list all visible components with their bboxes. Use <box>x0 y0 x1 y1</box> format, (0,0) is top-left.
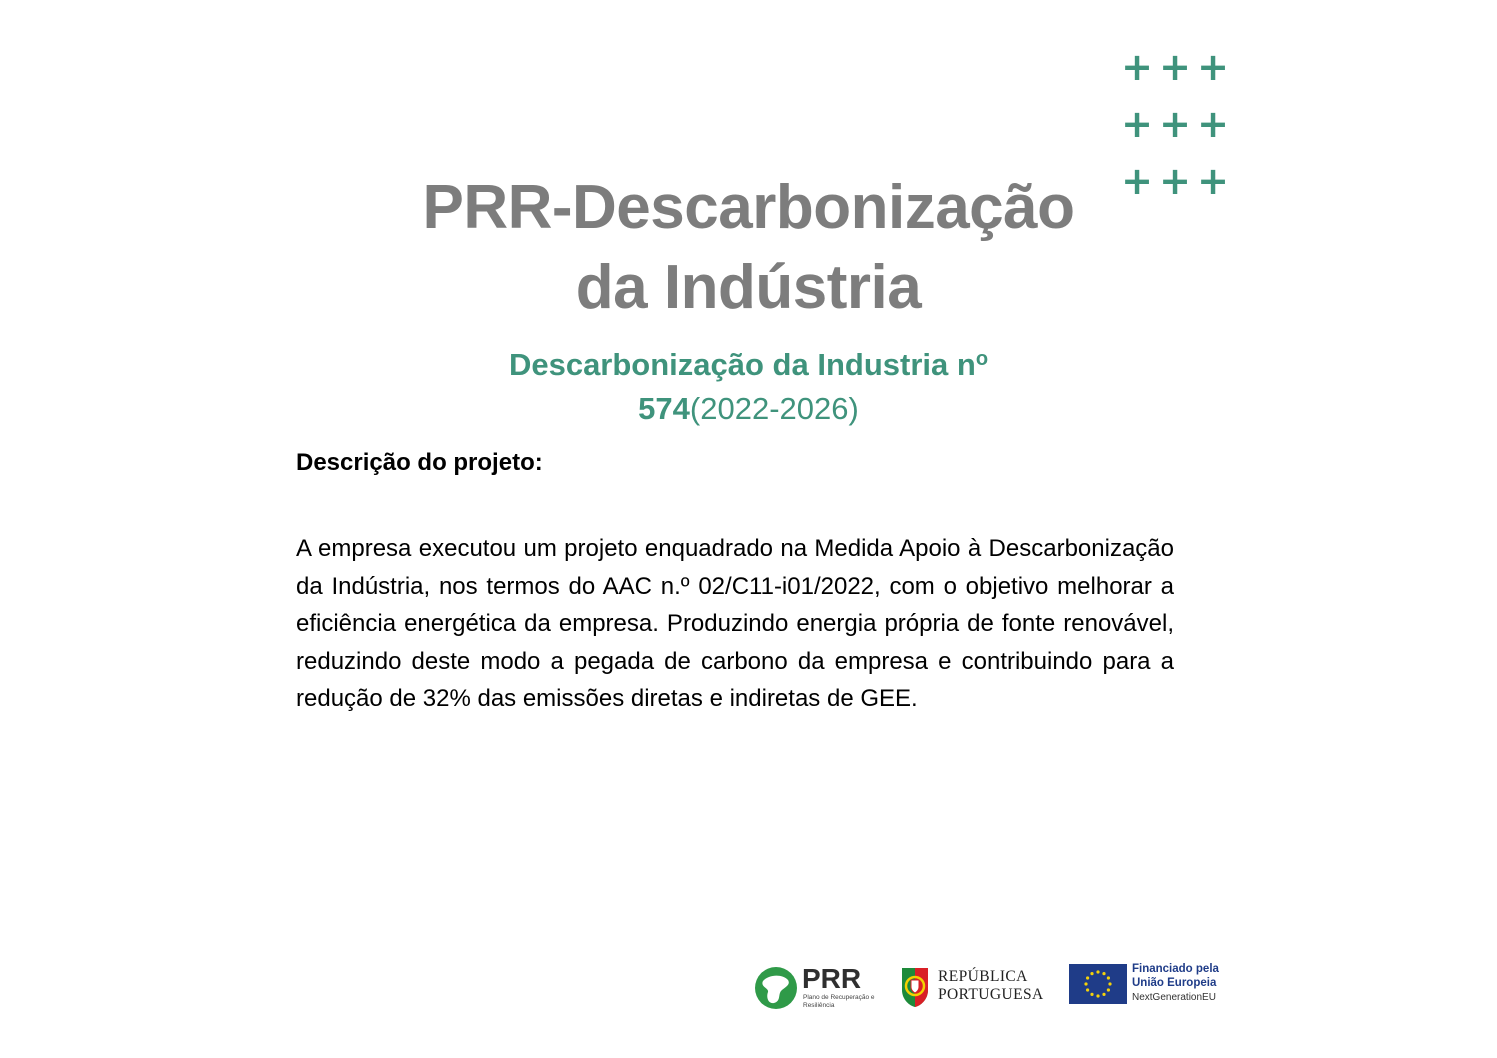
ordinal-superscript: o <box>975 348 989 370</box>
next-generation-eu-text: NextGenerationEU <box>1132 992 1216 1003</box>
plus-icon: + <box>1159 102 1191 146</box>
plus-icon: + <box>1159 159 1191 203</box>
prr-logo-icon <box>754 966 798 1010</box>
eu-funding-logo <box>1069 962 1234 1014</box>
eu-flag-icon <box>1069 964 1127 1004</box>
footer-logos <box>752 962 1232 1014</box>
republica-portuguesa-logo <box>900 962 1050 1014</box>
eu-funding-text: Financiado pela União Europeia <box>1132 963 1219 989</box>
project-subtitle <box>0 343 1497 431</box>
subtitle-line-1: Descarbonização da Industria $n^o$ <box>508 347 989 382</box>
plus-icon: + <box>1121 45 1153 89</box>
prr-logo-name: PRR <box>802 963 862 994</box>
plus-icon: + <box>1121 159 1153 203</box>
republica-text: REPÚBLICA PORTUGUESA <box>938 968 1044 1003</box>
portugal-emblem-icon <box>900 966 930 1008</box>
project-description: A empresa executou um projeto enquadrado na Medida Apoio à Descarbonização da Indústria, nos termos do AAC n.º 02/C11-i01/2022, com o objetivo melhorar a eficiência energética da empresa. Produzindo energia própria de fonte renovável, reduzindo deste modo a pegada de carbono da empresa e contribuindo para a redução de 32% das emissões diretas e indiretas de GEE. <box>296 535 1174 713</box>
prr-logo <box>752 962 887 1014</box>
plus-icon: + <box>1121 102 1153 146</box>
page-title <box>0 168 1497 328</box>
title-line-1: PRR-Descarbonização <box>422 173 1075 242</box>
project-number: 574 <box>638 391 690 426</box>
plus-icon: + <box>1197 102 1229 146</box>
prr-logo-tagline: Plano de Recuperação e Resiliência <box>803 994 875 1009</box>
plus-icon: + <box>1159 45 1191 89</box>
section-heading: Descrição do projeto: <box>296 449 543 476</box>
plus-icon: + <box>1197 159 1229 203</box>
plus-icon: + <box>1197 45 1229 89</box>
title-line-2: da Indústria <box>575 253 922 322</box>
project-years: (2022-2026) <box>689 391 859 426</box>
